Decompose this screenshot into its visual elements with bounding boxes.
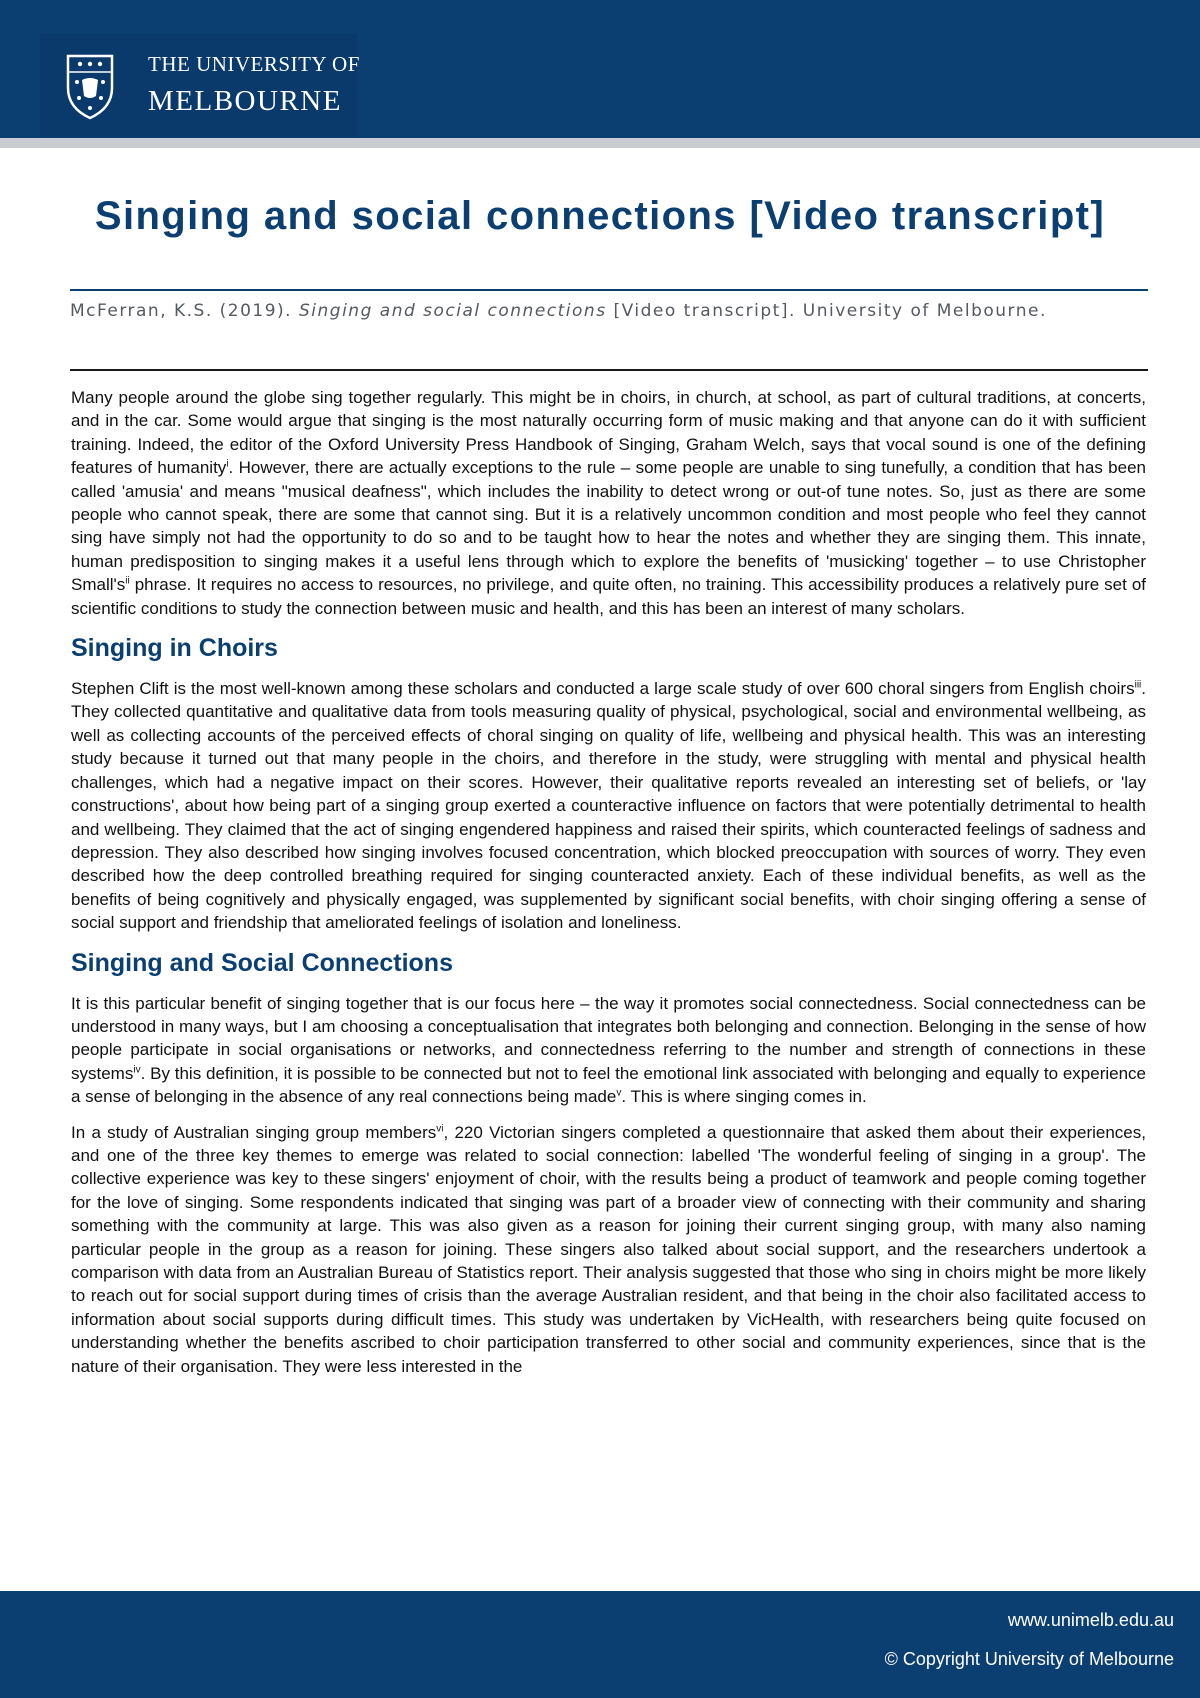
text-run: . However, there are actually exceptions to the rule – some people are unable to sing tunefully, a condition that has been called 'amusia' and means "musical deafness", which includes the inability to detect wrong or out-of tune notes. So, just as there are some people who cannot speak, there are some that cannot sing. But it is a relatively uncommon condition and most people who feel they cannot sing have simply not had the opportunity to do so and to be taught how to hear the notes and whether they are singing them. This innate, human predisposition to singing makes it a useful lens through which to explore the benefits of 'musicking' together – to use Christopher Small's	[71, 458, 1147, 595]
text-run: Many people around the globe sing together regularly. This might be in choirs, in church, at school, as part of cultural traditions, at concerts, and in the car. Some would argue that singing is the most naturally occurring form of music making and that anyone can do it with sufficient training. Indeed, the editor of the Oxford University Press Handbook of Singing, Graham Welch, says that vocal sound is one of the defining features of humanity	[71, 388, 1146, 478]
endnote-ref[interactable]: iv	[133, 1064, 141, 1076]
section-heading-choirs: Singing in Choirs	[71, 634, 278, 663]
header-divider	[0, 138, 1200, 148]
text-run: . By this definition, it is possible to be connected but not to feel the emotional link associated with belonging and equally to experience a sense of belonging in the absence of any real connections being made	[71, 1063, 1146, 1107]
text-run: . They collected quantitative and qualitative data from tools measuring quality of physical, psychological, social and environmental wellbeing, as well as collecting accounts of the perceived effects of choral singing on quality of life, wellbeing and physical health. This was an interesting study because it turned out that many people in the choirs, and therefore in the study, were struggling with mental and physical health challenges, which had a negative impact on their scores. However, their qualitative reports revealed an interesting set of beliefs, or 'lay constructions', about how being part of a singing group exerted a counteractive influence on factors that were potentially detrimental to health and wellbeing. They claimed that the act of singing engendered happiness and raised their spirits, which counteracted feelings of sadness and depression. They also described how singing involves focused concentration, which blocked preoccupation with sources of worry. They even described how the deep controlled breathing required for singing counteracted anxiety. Each of these individual benefits, as well as the benefits of being cognitively and physically engaged, was supplemented by significant social benefits, with choir singing offering a sense of social support and friendship that ameliorated feelings of isolation and loneliness.	[71, 679, 1146, 933]
document-title: Singing and social connections [Video transcript]	[94, 194, 1106, 238]
footer-band	[0, 1591, 1200, 1698]
citation-divider	[70, 369, 1148, 371]
university-logo[interactable]	[40, 34, 360, 137]
endnote-ref[interactable]: v	[616, 1087, 622, 1099]
text-run: phrase. It requires no access to resources, no privilege, and quite often, no training. This accessibility produces a relatively pure set of scientific conditions to study the connection between music and health, and this has been an interest of many scholars.	[71, 575, 1146, 618]
choirs-paragraph	[71, 677, 1146, 934]
section-heading-social: Singing and Social Connections	[71, 948, 453, 977]
text-run: It is this particular benefit of singing together that is our focus here – the way it promotes social connectedness. Social connectedness can be understood in many ways, but I am choosing a conceptualisation that integrates both belonging and connection. Belonging in the sense of how people participate in social organisations or networks, and connectedness referring to the number and strength of connections in these systems	[71, 993, 1146, 1083]
social-paragraph-2	[71, 1121, 1146, 1378]
document-body	[71, 386, 1146, 1390]
logo-line-1: THE UNIVERSITY OF	[148, 52, 360, 76]
endnote-ref[interactable]: ii	[125, 575, 130, 587]
text-run: Stephen Clift is the most well-known among these scholars and conducted a large scale study of over 600 choral singers from English choirs	[71, 679, 1135, 699]
title-divider	[70, 289, 1148, 291]
university-crest-icon	[60, 46, 120, 122]
citation	[70, 301, 1148, 321]
footer-copyright: © Copyright University of Melbourne	[884, 1649, 1174, 1669]
footer-url-link[interactable]: www.unimelb.edu.au	[1007, 1610, 1174, 1630]
citation-suffix: [Video transcript]. University of Melbourne.	[606, 301, 1047, 321]
endnote-ref[interactable]: vi	[436, 1122, 444, 1134]
endnote-ref[interactable]: i	[226, 458, 229, 470]
text-run: , 220 Victorian singers completed a questionnaire that asked them about their experiences, and one of the three key themes to emerge was related to social connection: labelled 'The wonderful feeling of singing in a group'. The collective experience was key to these singers' enjoyment of choir, with the results being a product of teamwork and people coming together for the love of singing. Some respondents indicated that singing was part of a broader view of connecting with their community and sharing something with the community at large. This was also given as a reason for joining their current singing group, with many also naming particular people in the group as a reason for joining. These singers also talked about social support, and the researchers undertook a comparison with data from an Australian Bureau of Statistics report. Their analysis suggested that those who sing in choirs might be more likely to reach out for social support during times of crisis than the average Australian resident, and that being in the choir also facilitated access to information about social supports during difficult times. This study was undertaken by VicHealth, with researchers being quite focused on understanding whether the benefits ascribed to choir participation transferred to other social and community experiences, since that is the nature of their organisation. They were less interested in the	[71, 1122, 1146, 1376]
logo-line-2: MELBOURNE	[148, 85, 342, 117]
endnote-ref[interactable]: iii	[1134, 679, 1142, 691]
citation-prefix: McFerran, K.S. (2019).	[70, 301, 299, 321]
text-run: In a study of Australian singing group members	[71, 1122, 437, 1142]
social-paragraph-1	[71, 992, 1146, 1109]
citation-title: Singing and social connections	[299, 301, 607, 321]
intro-paragraph	[71, 386, 1146, 620]
text-run: . This is where singing comes in.	[621, 1087, 867, 1107]
